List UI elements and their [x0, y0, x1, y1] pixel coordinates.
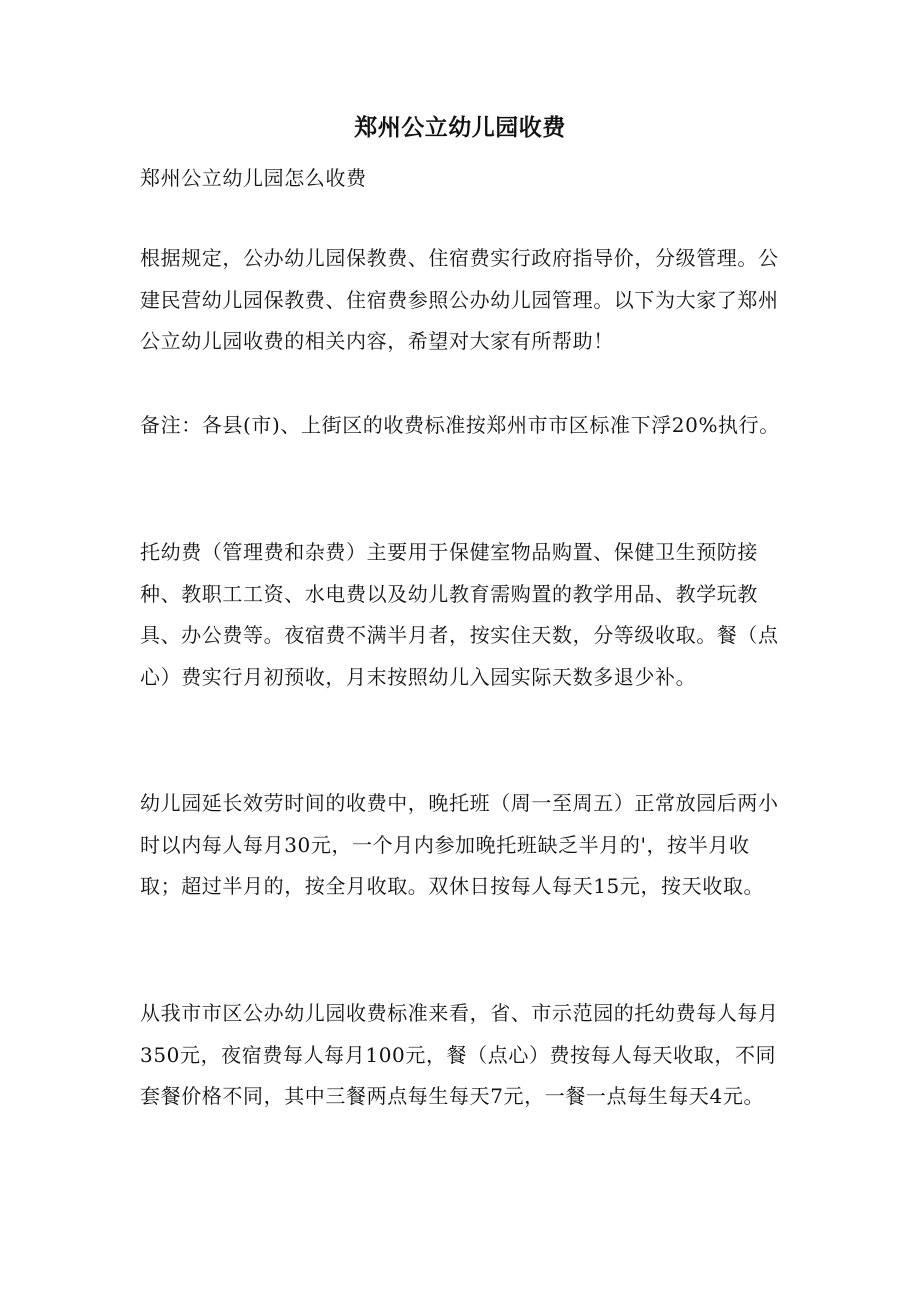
- paragraph-extended-service-fee: 幼儿园延长效劳时间的收费中，晚托班（周一至周五）正常放园后两小时以内每人每月30元，一个月内参加晚托班缺乏半月的'，按半月收取；超过半月的，按全月收取。双休日按每人每天15元，按天收取。: [140, 791, 779, 898]
- paragraph-childcare-fee: 托幼费（管理费和杂费）主要用于保健室物品购置、保健卫生预防接种、教职工工资、水电费以及幼儿教育需购置的教学用品、教学玩教具、办公费等。夜宿费不满半月者，按实住天数，分等级收取。餐（点心）费实行月初预收，月末按照幼儿入园实际天数多退少补。: [140, 540, 779, 689]
- paragraph-regulation: 根据规定，公办幼儿园保教费、住宿费实行政府指导价，分级管理。公建民营幼儿园保教费、住宿费参照公办幼儿园管理。以下为大家了郑州公立幼儿园收费的相关内容，希望对大家有所帮助！: [140, 246, 779, 353]
- paragraph-fee-standards: 从我市市区公办幼儿园收费标准来看，省、市示范园的托幼费每人每月350元，夜宿费每人每月100元，餐（点心）费按每人每天收取，不同套餐价格不同，其中三餐两点每生每天7元，一餐一点每生每天4元。: [140, 1001, 779, 1108]
- document-subtitle: 郑州公立幼儿园怎么收费: [140, 166, 367, 190]
- document-title: 郑州公立幼儿园收费: [354, 114, 566, 141]
- paragraph-note: 备注：各县(市)、上街区的收费标准按郑州市市区标准下浮20%执行。: [140, 413, 780, 437]
